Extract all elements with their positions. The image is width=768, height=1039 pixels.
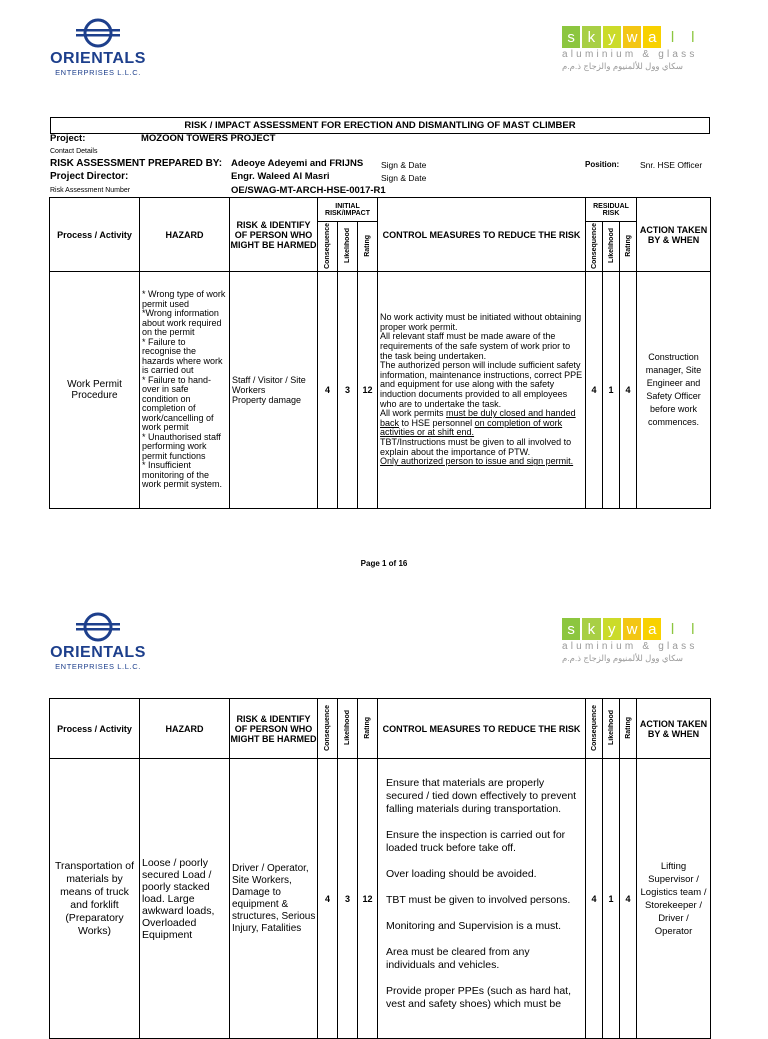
row1-hazard-item: * Failure to hand-over in safe condition on completion of work/cancelling of work permit xyxy=(142,374,214,433)
row2-hazard: Loose / poorly secured Load / poorly stacked load. Large awkward loads, Overloaded Equipment xyxy=(140,759,230,1039)
header-res-likelihood: Likelihood xyxy=(607,228,615,263)
row2-control-item: Over loading should be avoided. xyxy=(386,868,537,880)
header-res-rating: Rating xyxy=(624,234,632,257)
row2-control-item: Area must be cleared from any individuals and vehicles. xyxy=(386,946,530,971)
row2-init-likelihood: 3 xyxy=(338,759,358,1039)
risk-table-2 xyxy=(49,698,711,1039)
skywall-arabic: سكاي وول للألمنيوم والزجاج ذ.م.م xyxy=(562,653,683,663)
row2-controls xyxy=(378,759,586,1039)
row2-res-consequence: 4 xyxy=(586,759,603,1039)
row1-control-item: Only authorized person to issue and sign permit. xyxy=(380,456,574,467)
row1-control-item: All relevant staff must be made aware of the requirements of the safe system of work prior to the task being undertaken. xyxy=(380,331,571,361)
row1-persons xyxy=(230,272,318,509)
header-res-consequence: Consequence xyxy=(590,222,598,269)
skywall-letter: k xyxy=(582,618,600,640)
row1-hazard-item: * Unauthorised staff performing work permit functions xyxy=(142,431,221,461)
header-consequence: Consequence xyxy=(324,704,331,751)
row1-control-item xyxy=(380,409,583,438)
row1-control-item: The authorized person will include sufficient safety information, maintenance instructions, correct PPE and equipment for use along with the safety induction documents provided to all employees who are to undertake the task. xyxy=(380,360,583,409)
skywall-subtitle: aluminium & glass xyxy=(562,641,698,652)
row1-control-underlined: must be duly closed and handed back xyxy=(380,408,576,428)
header-action: ACTION TAKEN BY & WHEN xyxy=(637,699,711,759)
prepared-label: RISK ASSESSMENT PREPARED BY: xyxy=(50,158,223,169)
row1-hazard-item: * Insufficient monitoring of the work permit system. xyxy=(142,460,223,490)
skywall-letter: s xyxy=(562,618,580,640)
risk-number-label: Risk Assessment Number xyxy=(50,187,131,194)
row1-process: Work Permit Procedure xyxy=(50,272,140,509)
skywall-letter: l xyxy=(663,618,681,640)
header-process: Process / Activity xyxy=(50,699,140,759)
row1-person-item: Staff / Visitor / Site Workers xyxy=(232,375,306,395)
orientals-name: ORIENTALS xyxy=(50,50,146,67)
project-value: MOZOON TOWERS PROJECT xyxy=(141,133,276,144)
skywall-letter: s xyxy=(562,26,580,48)
orientals-name: ORIENTALS xyxy=(50,644,146,661)
orientals-emblem-icon xyxy=(76,18,120,48)
skywall-letter: k xyxy=(582,26,600,48)
sign-date-2: Sign & Date xyxy=(381,173,427,183)
row2-persons: Driver / Operator, Site Workers, Damage to equipment & structures, Serious Injury, Fatalities xyxy=(230,759,318,1039)
document-title: RISK / IMPACT ASSESSMENT FOR ERECTION AND DISMANTLING OF MAST CLIMBER xyxy=(50,117,710,134)
row1-hazard-item: * Failure to recognise the hazards where work is carried out xyxy=(142,336,223,376)
header-risk-identify: RISK & IDENTIFY OF PERSON WHO MIGHT BE HARMED xyxy=(230,198,318,272)
header-hazard: HAZARD xyxy=(140,699,230,759)
project-label: Project: xyxy=(50,133,86,144)
table-row xyxy=(50,272,711,509)
header-control: CONTROL MEASURES TO REDUCE THE RISK xyxy=(378,198,586,272)
risk-table-1 xyxy=(49,197,711,509)
row2-process: Transportation of materials by means of truck and forklift (Preparatory Works) xyxy=(50,759,140,1039)
header-res-likelihood: Likelihood xyxy=(607,710,615,745)
orientals-logo xyxy=(46,612,150,676)
row1-res-consequence: 4 xyxy=(586,272,603,509)
orientals-emblem-icon xyxy=(76,612,120,642)
skywall-letters xyxy=(562,26,704,48)
skywall-letter: l xyxy=(684,618,702,640)
orientals-subtitle: ENTERPRISES L.L.C. xyxy=(55,662,141,671)
row2-control-item: Ensure that materials are properly secured / tied down effectively to prevent falling materials during transportation. xyxy=(386,777,577,815)
row1-controls xyxy=(378,272,586,509)
contact-details: Contact Details xyxy=(50,148,98,155)
row1-control-text: All work permits xyxy=(380,408,447,419)
orientals-logo xyxy=(46,18,150,82)
risk-number-value: OE/SWAG-MT-ARCH-HSE-0017-R1 xyxy=(231,185,386,196)
skywall-logo xyxy=(562,26,704,88)
header-control: CONTROL MEASURES TO REDUCE THE RISK xyxy=(378,699,586,759)
orientals-subtitle: ENTERPRISES L.L.C. xyxy=(55,68,141,77)
page-2 xyxy=(0,606,768,1024)
header-likelihood: Likelihood xyxy=(344,228,351,263)
row1-control-item: No work activity must be initiated without obtaining proper work permit. xyxy=(380,312,582,332)
row1-control-item: TBT/Instructions must be given to all involved to explain about the importance of PTW. xyxy=(380,436,572,457)
row2-control-item: TBT must be given to involved persons. xyxy=(386,894,571,906)
skywall-letter: w xyxy=(623,618,641,640)
row1-res-rating: 4 xyxy=(620,272,637,509)
row1-res-likelihood: 1 xyxy=(603,272,620,509)
skywall-letter: l xyxy=(684,26,702,48)
header-rating: Rating xyxy=(364,716,371,739)
header-action: ACTION TAKEN BY & WHEN xyxy=(637,198,711,272)
row1-init-consequence: 4 xyxy=(318,272,338,509)
skywall-letter: l xyxy=(663,26,681,48)
prepared-value: Adeoye Adeyemi and FRIJNS xyxy=(231,158,364,169)
skywall-letter: a xyxy=(643,618,661,640)
header-consequence: Consequence xyxy=(324,222,331,269)
row1-hazard-item: * Wrong type of work permit used xyxy=(142,289,226,309)
position-label: Position: xyxy=(585,160,620,169)
director-label: Project Director: xyxy=(50,171,129,182)
row2-res-likelihood: 1 xyxy=(603,759,620,1039)
table-row xyxy=(50,759,711,1039)
row1-init-rating: 12 xyxy=(358,272,378,509)
row2-control-item: Provide proper PPEs (such as hard hat, vest and safety shoes) which must be xyxy=(386,985,572,1010)
header-rating: Rating xyxy=(364,234,371,257)
page-number: Page 1 of 16 xyxy=(360,559,408,568)
header-hazard: HAZARD xyxy=(140,198,230,272)
row1-init-likelihood: 3 xyxy=(338,272,358,509)
row1-control-underlined: on completion of work activities or at shift end. xyxy=(380,417,563,438)
row2-control-item: Monitoring and Supervision is a must. xyxy=(386,920,562,932)
header-risk-identify: RISK & IDENTIFY OF PERSON WHO MIGHT BE HARMED xyxy=(230,699,318,759)
skywall-arabic: سكاي وول للألمنيوم والزجاج ذ.م.م xyxy=(562,61,683,71)
position-value: Snr. HSE Officer xyxy=(640,160,703,170)
row1-hazard-item: *Wrong information about work required on the permit xyxy=(142,308,222,338)
row2-res-rating: 4 xyxy=(620,759,637,1039)
skywall-letter: y xyxy=(603,618,621,640)
header-res-rating: Rating xyxy=(624,716,632,739)
header-residual: RESIDUAL RISK xyxy=(586,198,637,222)
skywall-logo xyxy=(562,618,704,680)
row1-control-text: to HSE personnel xyxy=(399,417,475,428)
row1-action: Construction manager, Site Engineer and Safety Officer before work commences. xyxy=(637,272,711,509)
skywall-letters xyxy=(562,618,704,640)
skywall-letter: y xyxy=(603,26,621,48)
row2-init-consequence: 4 xyxy=(318,759,338,1039)
header-likelihood: Likelihood xyxy=(344,710,351,745)
row2-control-item: Ensure the inspection is carried out for loaded truck before take off. xyxy=(386,829,566,854)
sign-date-1: Sign & Date xyxy=(381,160,427,170)
row1-person-item: Property damage xyxy=(232,395,302,405)
skywall-letter: a xyxy=(643,26,661,48)
header-process: Process / Activity xyxy=(50,198,140,272)
row1-hazards xyxy=(140,272,230,509)
header-res-consequence: Consequence xyxy=(590,704,598,751)
director-value: Engr. Waleed Al Masri xyxy=(231,171,330,182)
skywall-subtitle: aluminium & glass xyxy=(562,49,698,60)
row2-action: Lifting Supervisor / Logistics team / Storekeeper / Driver / Operator xyxy=(637,759,711,1039)
header-initial: INITIAL RISK/IMPACT xyxy=(318,198,378,222)
row2-init-rating: 12 xyxy=(358,759,378,1039)
skywall-letter: w xyxy=(623,26,641,48)
